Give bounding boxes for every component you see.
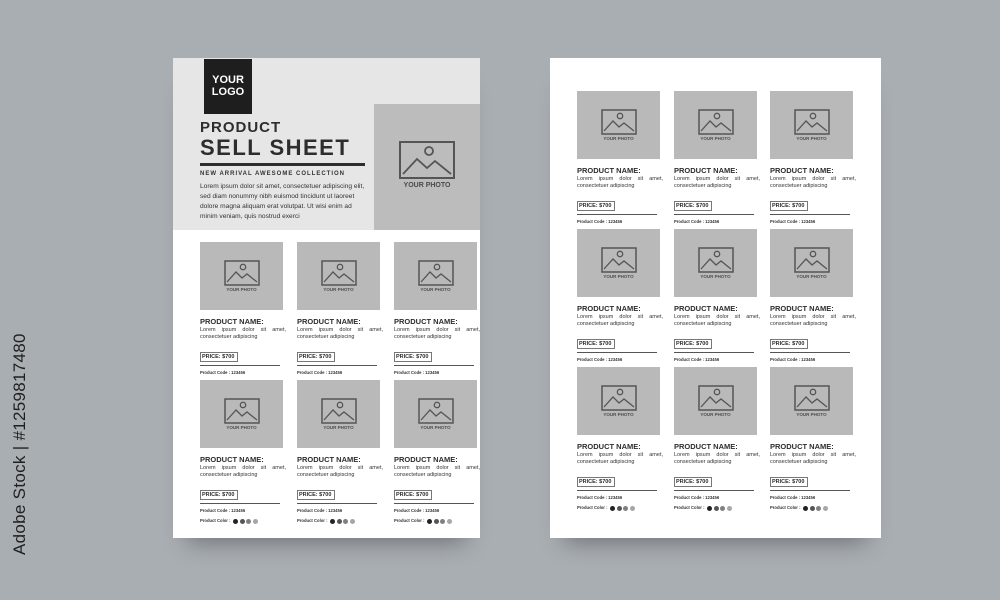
product-price: PRICE: $700 (200, 490, 238, 500)
price-row (770, 194, 850, 215)
price-row (200, 483, 280, 504)
product-photo-placeholder (577, 229, 660, 297)
product-price: PRICE: $700 (674, 201, 712, 211)
price-row (674, 332, 754, 353)
product-card (394, 242, 480, 386)
product-photo-placeholder (770, 91, 853, 159)
logo-line2: LOGO (211, 86, 245, 98)
color-swatch (434, 519, 439, 524)
color-swatch (447, 519, 452, 524)
color-swatch (337, 519, 342, 524)
product-card (770, 91, 856, 235)
product-price: PRICE: $700 (394, 490, 432, 500)
image-placeholder-icon (224, 260, 260, 286)
product-card (674, 91, 760, 235)
product-card (577, 91, 663, 235)
title-underline (200, 163, 365, 166)
image-placeholder-icon (698, 247, 734, 273)
product-name: PRODUCT NAME: (297, 455, 361, 464)
color-swatch (810, 506, 815, 511)
color-swatch (610, 506, 615, 511)
product-code: Product Code : 123456 (297, 370, 343, 375)
product-photo-placeholder (577, 367, 660, 435)
color-swatch (617, 506, 622, 511)
product-description: Lorem ipsum dolor sit amet, consectetuer adipiscing (674, 314, 760, 327)
price-row (394, 483, 474, 504)
color-swatch (816, 506, 821, 511)
product-code: Product Code : 123456 (394, 508, 440, 513)
product-name: PRODUCT NAME: (577, 442, 641, 451)
product-photo-label: YOUR PHOTO (603, 274, 634, 279)
product-photo-label: YOUR PHOTO (796, 412, 827, 417)
color-swatches (610, 504, 636, 511)
product-photo-placeholder (674, 367, 757, 435)
color-swatch (720, 506, 725, 511)
color-swatch (343, 519, 348, 524)
color-swatch (233, 519, 238, 524)
image-placeholder-icon (418, 398, 454, 424)
product-description: Lorem ipsum dolor sit amet, consectetuer adipiscing (394, 327, 480, 340)
product-name: PRODUCT NAME: (297, 317, 361, 326)
product-code: Product Code : 123456 (577, 495, 623, 500)
price-row (577, 470, 657, 491)
product-card (394, 380, 480, 524)
product-color-label: Product Color : (577, 505, 608, 510)
color-swatch (240, 519, 245, 524)
price-row (577, 194, 657, 215)
color-swatch (803, 506, 808, 511)
color-swatches (233, 517, 259, 524)
product-color-row (394, 517, 480, 524)
image-placeholder-icon (794, 385, 830, 411)
product-price: PRICE: $700 (577, 201, 615, 211)
product-photo-label: YOUR PHOTO (603, 412, 634, 417)
product-card (770, 229, 856, 373)
color-swatches (707, 504, 733, 511)
price-row (577, 332, 657, 353)
product-price: PRICE: $700 (770, 477, 808, 487)
image-placeholder-icon (418, 260, 454, 286)
product-card (297, 242, 383, 386)
color-swatch (727, 506, 732, 511)
product-price: PRICE: $700 (577, 477, 615, 487)
subtitle: NEW ARRIVAL AWESOME COLLECTION (200, 171, 345, 177)
product-code: Product Code : 123456 (674, 495, 720, 500)
price-row (394, 345, 474, 366)
color-swatch (427, 519, 432, 524)
product-code: Product Code : 123456 (394, 370, 440, 375)
intro-text: Lorem ipsum dolor sit amet, consectetuer adipiscing elit, sed diam nonummy nibh euismod tincidunt ut laoreet dolore magna aliquam erat volutpat. Ut wisi enim ad minim veniam, quis nostrud exerci (200, 183, 365, 220)
product-photo-label: YOUR PHOTO (700, 412, 731, 417)
product-photo-placeholder (394, 380, 477, 448)
image-placeholder-icon (601, 109, 637, 135)
image-placeholder-icon (794, 247, 830, 273)
product-photo-label: YOUR PHOTO (323, 287, 354, 292)
product-code: Product Code : 123456 (577, 357, 623, 362)
product-card (200, 380, 286, 524)
product-price: PRICE: $700 (770, 201, 808, 211)
product-photo-label: YOUR PHOTO (226, 425, 257, 430)
color-swatch (623, 506, 628, 511)
color-swatches (427, 517, 453, 524)
product-photo-placeholder (770, 229, 853, 297)
product-name: PRODUCT NAME: (770, 304, 834, 313)
product-photo-placeholder (770, 367, 853, 435)
product-name: PRODUCT NAME: (200, 317, 264, 326)
product-description: Lorem ipsum dolor sit amet, consectetuer adipiscing (577, 452, 663, 465)
price-row (770, 332, 850, 353)
product-price: PRICE: $700 (674, 477, 712, 487)
product-name: PRODUCT NAME: (674, 304, 738, 313)
adobe-stock-watermark: Adobe Stock | #1259817480 (10, 333, 29, 555)
product-name: PRODUCT NAME: (577, 166, 641, 175)
product-color-label: Product Color : (200, 518, 231, 523)
product-code: Product Code : 123456 (297, 508, 343, 513)
product-card (674, 367, 760, 511)
product-code: Product Code : 123456 (770, 495, 816, 500)
price-row (297, 483, 377, 504)
product-description: Lorem ipsum dolor sit amet, consectetuer adipiscing (770, 176, 856, 189)
product-description: Lorem ipsum dolor sit amet, consectetuer adipiscing (770, 452, 856, 465)
product-code: Product Code : 123456 (770, 357, 816, 362)
product-color-row (770, 504, 856, 511)
product-price: PRICE: $700 (297, 352, 335, 362)
product-description: Lorem ipsum dolor sit amet, consectetuer adipiscing (297, 465, 383, 478)
product-name: PRODUCT NAME: (770, 166, 834, 175)
product-color-label: Product Color : (394, 518, 425, 523)
product-price: PRICE: $700 (577, 339, 615, 349)
image-placeholder-icon (321, 260, 357, 286)
product-color-row (577, 504, 663, 511)
product-color-label: Product Color : (297, 518, 328, 523)
header-band (173, 58, 480, 230)
price-row (200, 345, 280, 366)
product-name: PRODUCT NAME: (394, 317, 458, 326)
product-photo-placeholder (674, 91, 757, 159)
product-photo-label: YOUR PHOTO (700, 274, 731, 279)
product-price: PRICE: $700 (674, 339, 712, 349)
product-card (577, 367, 663, 511)
price-row (770, 470, 850, 491)
product-color-row (200, 517, 286, 524)
product-photo-label: YOUR PHOTO (796, 136, 827, 141)
color-swatch (246, 519, 251, 524)
product-price: PRICE: $700 (200, 352, 238, 362)
sell-sheet-front-page (173, 58, 480, 538)
product-name: PRODUCT NAME: (674, 166, 738, 175)
product-code: Product Code : 123456 (674, 357, 720, 362)
product-color-label: Product Color : (770, 505, 801, 510)
product-description: Lorem ipsum dolor sit amet, consectetuer adipiscing (674, 176, 760, 189)
product-card (770, 367, 856, 511)
product-card (297, 380, 383, 524)
color-swatch (350, 519, 355, 524)
color-swatch (330, 519, 335, 524)
image-placeholder-icon (399, 141, 455, 179)
product-card (674, 229, 760, 373)
product-photo-placeholder (577, 91, 660, 159)
image-placeholder-icon (794, 109, 830, 135)
title-line2: SELL SHEET (200, 135, 351, 160)
image-placeholder-icon (321, 398, 357, 424)
product-description: Lorem ipsum dolor sit amet, consectetuer adipiscing (770, 314, 856, 327)
product-price: PRICE: $700 (770, 339, 808, 349)
product-description: Lorem ipsum dolor sit amet, consectetuer adipiscing (200, 327, 286, 340)
title-line1: PRODUCT (200, 119, 282, 136)
product-photo-placeholder (200, 242, 283, 310)
product-photo-placeholder (297, 242, 380, 310)
hero-photo-placeholder (374, 104, 480, 230)
color-swatch (714, 506, 719, 511)
color-swatch (440, 519, 445, 524)
product-photo-label: YOUR PHOTO (420, 287, 451, 292)
product-color-row (674, 504, 760, 511)
color-swatches (330, 517, 356, 524)
product-price: PRICE: $700 (297, 490, 335, 500)
hero-photo-label: YOUR PHOTO (403, 182, 451, 189)
product-description: Lorem ipsum dolor sit amet, consectetuer adipiscing (577, 314, 663, 327)
product-photo-label: YOUR PHOTO (796, 274, 827, 279)
product-photo-label: YOUR PHOTO (226, 287, 257, 292)
product-photo-placeholder (394, 242, 477, 310)
image-placeholder-icon (224, 398, 260, 424)
color-swatch (253, 519, 258, 524)
product-description: Lorem ipsum dolor sit amet, consectetuer adipiscing (394, 465, 480, 478)
product-code: Product Code : 123456 (674, 219, 720, 224)
product-card (577, 229, 663, 373)
product-name: PRODUCT NAME: (577, 304, 641, 313)
product-description: Lorem ipsum dolor sit amet, consectetuer adipiscing (674, 452, 760, 465)
color-swatches (803, 504, 829, 511)
logo-line1: YOUR (212, 74, 244, 86)
price-row (674, 194, 754, 215)
product-card (200, 242, 286, 386)
price-row (297, 345, 377, 366)
product-name: PRODUCT NAME: (394, 455, 458, 464)
product-photo-label: YOUR PHOTO (323, 425, 354, 430)
product-description: Lorem ipsum dolor sit amet, consectetuer adipiscing (200, 465, 286, 478)
image-placeholder-icon (698, 385, 734, 411)
product-description: Lorem ipsum dolor sit amet, consectetuer adipiscing (577, 176, 663, 189)
price-row (674, 470, 754, 491)
image-placeholder-icon (601, 247, 637, 273)
product-code: Product Code : 123456 (200, 508, 246, 513)
product-name: PRODUCT NAME: (674, 442, 738, 451)
image-placeholder-icon (698, 109, 734, 135)
product-color-row (297, 517, 383, 524)
image-placeholder-icon (601, 385, 637, 411)
product-name: PRODUCT NAME: (200, 455, 264, 464)
product-color-label: Product Color : (674, 505, 705, 510)
logo-placeholder (204, 59, 252, 114)
product-photo-label: YOUR PHOTO (603, 136, 634, 141)
product-description: Lorem ipsum dolor sit amet, consectetuer adipiscing (297, 327, 383, 340)
product-photo-placeholder (674, 229, 757, 297)
product-photo-label: YOUR PHOTO (700, 136, 731, 141)
product-photo-label: YOUR PHOTO (420, 425, 451, 430)
product-name: PRODUCT NAME: (770, 442, 834, 451)
product-photo-placeholder (297, 380, 380, 448)
color-swatch (823, 506, 828, 511)
product-photo-placeholder (200, 380, 283, 448)
color-swatch (630, 506, 635, 511)
product-code: Product Code : 123456 (200, 370, 246, 375)
product-code: Product Code : 123456 (770, 219, 816, 224)
product-price: PRICE: $700 (394, 352, 432, 362)
sell-sheet-back-page (550, 58, 881, 538)
product-code: Product Code : 123456 (577, 219, 623, 224)
color-swatch (707, 506, 712, 511)
